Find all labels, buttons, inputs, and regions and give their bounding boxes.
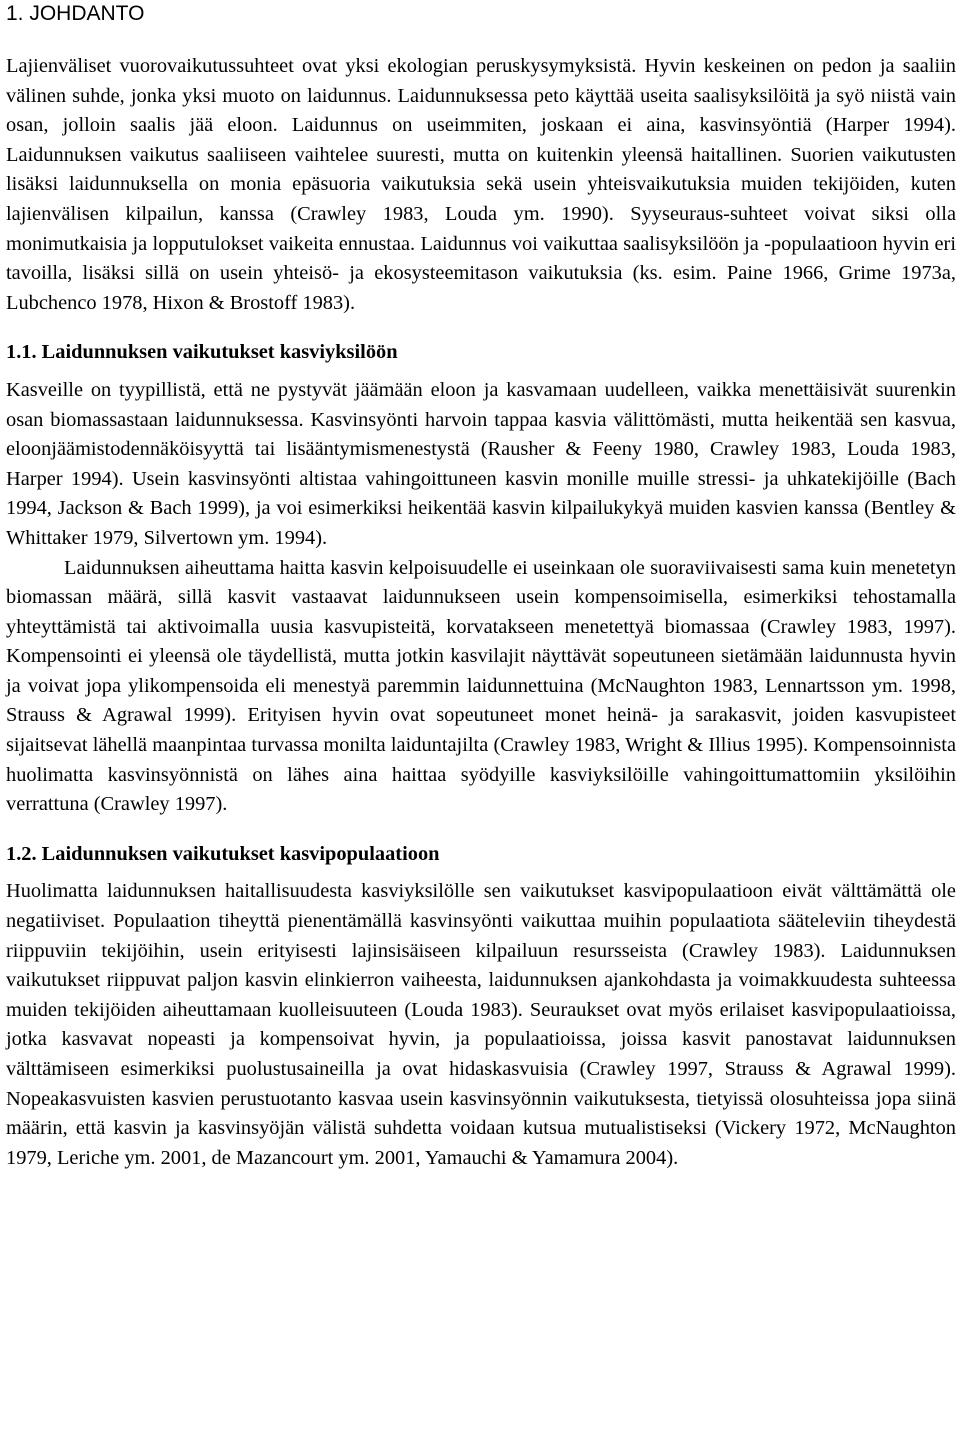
document-page [6,0,956,1173]
section-1-2-title: 1.2. Laidunnuksen vaikutukset kasvipopulaatioon [6,842,440,865]
section-1-2-paragraph: Huolimatta laidunnuksen haitallisuudesta kasviyksilölle sen vaikutukset kasvipopulaatioon eivät välttämättä ole negatiiviset. Populaation tiheyttä pienentämällä kasvinsyönti vaikuttaa muihin populaatiota sääteleviin tiheydestä riippuviin tekijöihin, usein erityisesti lajinsisäiseen kilpailuun resursseista (Crawley 1983). Laidunnuksen vaikutukset riippuvat paljon kasvin elinkierron vaiheesta, laidunnuksen ajankohdasta ja voimakkuudesta suhteessa muiden tekijöiden aiheuttamaan kuolleisuuteen (Louda 1983). Seuraukset ovat myös erilaiset kasvipopulaatioissa, jotka kasvavat nopeasti ja kompensoivat hyvin, ja populaatioissa, joissa kasvit panostavat laidunnuksen välttämiseen esimerkiksi puolustusaineilla ja ovat hidaskasvuisia (Crawley 1997, Strauss & Agrawal 1999). Nopeakasvuisten kasvien perustuotanto kasvaa usein kasvinsyönnin vaikutuksesta, tietyissä olosuhteissa jopa siinä määrin, että kasvin ja kasvinsyöjän välistä suhdetta voidaan kutsua mutualistiseksi (Vickery 1972, McNaughton 1979, Leriche ym. 2001, de Mazancourt ym. 2001, Yamauchi & Yamamura 2004). [6,880,956,1169]
intro-paragraph: Lajienväliset vuorovaikutussuhteet ovat yksi ekologian peruskysymyksistä. Hyvin keskeinen on pedon ja saaliin välinen suhde, jonka yksi muoto on laidunnus. Laidunnuksessa peto käyttää useita saalisyksilöitä ja syö niistä vain osan, jolloin saalis jää eloon. Laidunnus on useimmiten, joskaan ei aina, kasvinsyöntiä (Harper 1994). Laidunnuksen vaikutus saaliiseen vaihtelee suuresti, mutta on kuitenkin yleensä haitallinen. Suorien vaikutusten lisäksi laidunnuksella on monia epäsuoria vaikutuksia sekä usein yhteisvaikutuksia muiden tekijöiden, kuten lajienvälisen kilpailun, kanssa (Crawley 1983, Louda ym. 1990). Syyseuraus-suhteet voivat siksi olla monimutkaisia ja lopputulokset vaikeita ennustaa. Laidunnus voi vaikuttaa saalisyksilöön ja -populaatioon hyvin eri tavoilla, lisäksi sillä on usein yhteisö- ja ekosysteemitason vaikutuksia (ks. esim. Paine 1966, Grime 1973a, Lubchenco 1978, Hixon & Brostoff 1983). [6,55,956,314]
section-1-1-paragraph-2: Laidunnuksen aiheuttama haitta kasvin kelpoisuudelle ei useinkaan ole suoraviivaisesti sama kuin menetetyn biomassan määrä, sillä kasvit vastaavat laidunnukseen usein kompensoimisella, esimerkiksi tehostamalla yhteyttämistä tai aktivoimalla uusia kasvupisteitä, korvatakseen menetettyä biomassaa (Crawley 1983, 1997). Kompensointi ei yleensä ole täydellistä, mutta jotkin kasvilajit näyttävät sopeutuneen sietämään laidunnusta hyvin ja voivat jopa ylikompensoida eli menestyä paremmin laidunnettuina (McNaughton 1983, Lennartsson ym. 1998, Strauss & Agrawal 1999). Erityisen hyvin ovat sopeutuneet monet heinä- ja sarakasvit, joiden kasvupisteet sijaitsevat lähellä maanpintaa turvassa monilta laiduntajilta (Crawley 1983, Wright & Illius 1995). Kompensoinnista huolimatta kasvinsyönnistä on lähes aina haittaa syödyille kasviyksilöille vahingoittumattomiin yksilöihin verrattuna (Crawley 1997). [6,556,956,816]
section-1-1-paragraph-1: Kasveille on tyypillistä, että ne pystyvät jäämään eloon ja kasvamaan uudelleen, vaikka menettäisivät suurenkin osan biomassastaan laidunnuksessa. Kasvinsyönti harvoin tappaa kasvia välittömästi, mutta heikentää sen kasvua, eloonjäämistodennäköisyyttä tai lisääntymismenestystä (Rausher & Feeny 1980, Crawley 1983, Louda 1983, Harper 1994). Usein kasvinsyönti altistaa vahingoittuneen kasvin monille muille stressi- ja uhkatekijöille (Bach 1994, Jackson & Bach 1999), ja voi esimerkiksi heikentää kasvin kilpailukykyä muiden kasvien kanssa (Bentley & Whittaker 1979, Silvertown ym. 1994). [6,378,956,549]
chapter-title: 1. JOHDANTO [6,2,145,25]
section-1-1-title: 1.1. Laidunnuksen vaikutukset kasviyksilöön [6,341,398,364]
